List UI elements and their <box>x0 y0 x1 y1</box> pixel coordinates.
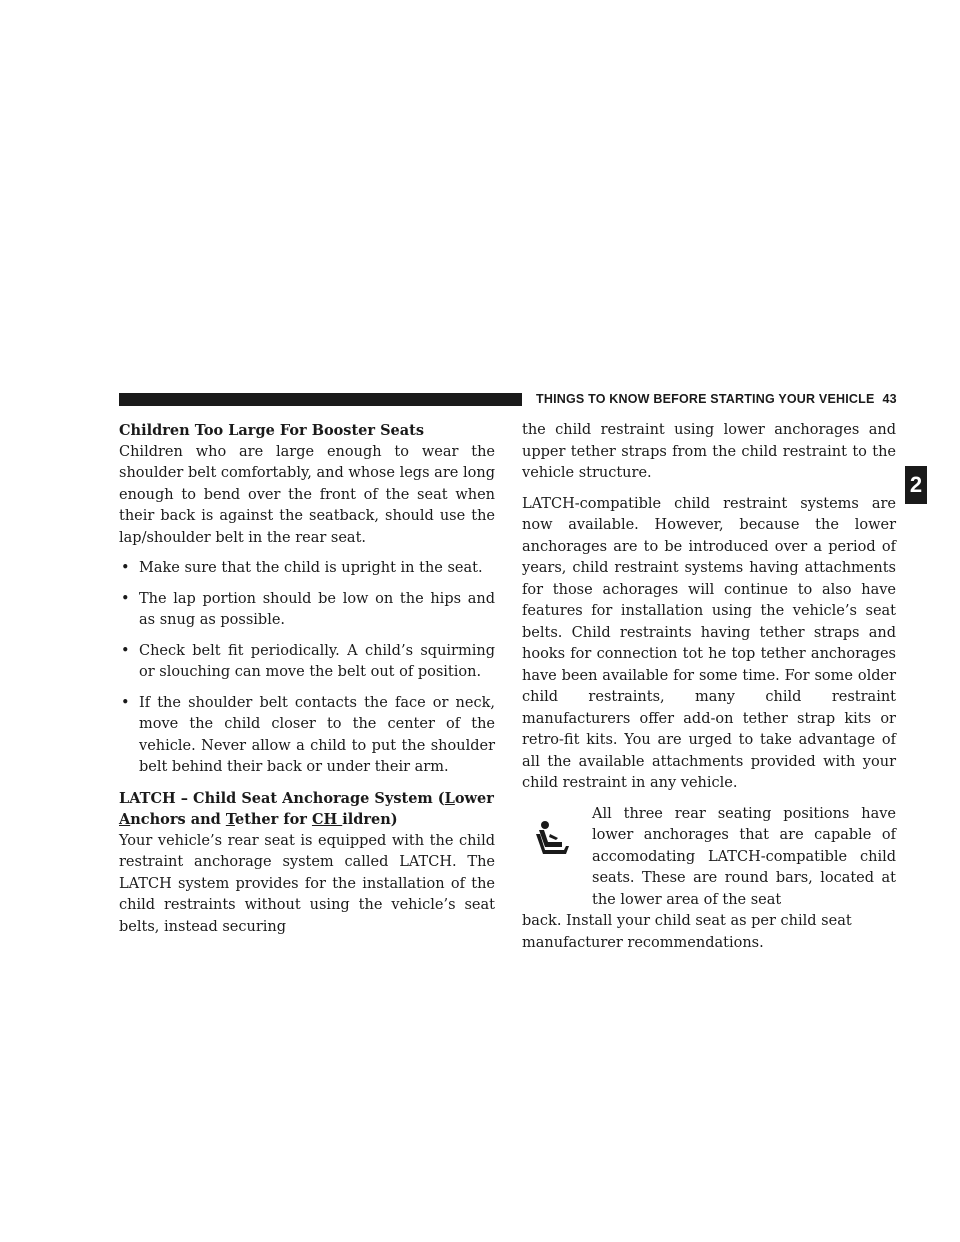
bullet-icon: • <box>121 590 130 607</box>
booster-bullet-list <box>119 558 495 779</box>
bullet-icon: • <box>121 642 130 659</box>
list-item: • Make sure that the child is upright in the seat. <box>119 558 495 580</box>
bullet-icon: • <box>121 560 130 576</box>
header-bar <box>119 393 522 406</box>
list-item: • If the shoulder belt contacts the face or neck, move the child closer to the center of the vehicle. Never allow a child to put the shoulder belt behind their back or under their arm. <box>121 694 495 775</box>
list-item: • Check belt fit periodically. A child’s squirming or slouching can move the belt out of position. <box>121 642 495 680</box>
running-header <box>536 391 908 408</box>
bullet-icon: • <box>121 694 130 711</box>
anchorage-rest-text: back. Install your child seat as per child seat manufacturer recommendations. <box>522 913 852 951</box>
header-title: THINGS TO KNOW BEFORE STARTING YOUR VEHICLE <box>536 392 875 406</box>
latch-compatible-paragraph: LATCH-compatible child restraint systems are now available. However, because the lower anchorages are to be introduced over a period of years, child restraint systems having attachments for those achorages will continue to also have features for installation using the vehicle’s seat belts. Child restraints having tether straps and hooks for connection tot he top tether anchorages have been available for some time. For some older child restraints, many child restraint manufacturers offer add-on tether strap kits or retro-fit kits. You are urged to take advantage of all the available attachments provided with your child restraint in any vehicle. <box>522 495 896 791</box>
child-seat-icon <box>536 820 570 856</box>
booster-paragraph: Children who are large enough to wear the shoulder belt comfortably, and whose legs are long enough to bend over the front of the seat when their back is against the seatback, should use the lap/shoulder belt in the rear seat. <box>119 443 495 546</box>
continuation-paragraph: the child restraint using lower anchorages and upper tether straps from the child restraint to the vehicle structure. <box>522 422 896 481</box>
anchorage-note <box>522 804 896 955</box>
latch-paragraph: Your vehicle’s rear seat is equipped with the child restraint anchorage system called LATCH. The LATCH system provides for the installation of the child restraints without using the vehicle’s seat belts, instead securing <box>119 832 495 935</box>
anchorage-indented-text: All three rear seating positions have lower anchorages that are capable of accomodating LATCH-compatible child seats. These are round bars, located at the lower area of the seat <box>592 805 896 908</box>
booster-heading: Children Too Large For Booster Seats <box>119 422 425 439</box>
latch-heading: LATCH – Child Seat Anchorage System (Lower Anchors and Tether for CH ildren) <box>119 789 494 828</box>
right-column <box>522 420 896 963</box>
chapter-tab: 2 <box>905 466 927 504</box>
list-item: • The lap portion should be low on the hips and as snug as possible. <box>121 590 495 628</box>
page-number: 43 <box>882 392 897 406</box>
left-column <box>119 420 495 947</box>
